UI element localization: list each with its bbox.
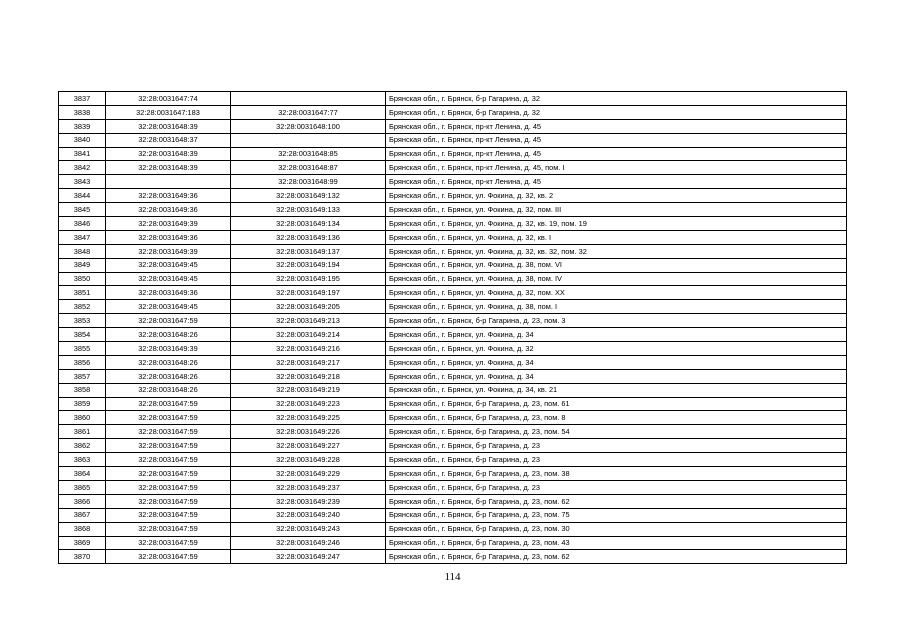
address-cell: Брянская обл., г. Брянск, б-р Гагарина, д. 23, пом. 30 <box>386 522 847 536</box>
row-number-cell: 3850 <box>59 272 106 286</box>
object-cadastral-number-cell: 32:28:0031649:225 <box>231 411 386 425</box>
table-row <box>59 175 847 189</box>
cadastral-number-cell: 32:28:0031649:45 <box>106 272 231 286</box>
table-row <box>59 425 847 439</box>
object-cadastral-number-cell: 32:28:0031648:99 <box>231 175 386 189</box>
address-cell: Брянская обл., г. Брянск, ул. Фокина, д. 32, кв. 2 <box>386 189 847 203</box>
table-row <box>59 300 847 314</box>
row-number-cell: 3864 <box>59 467 106 481</box>
cadastral-number-cell: 32:28:0031647:59 <box>106 522 231 536</box>
row-number-cell: 3848 <box>59 244 106 258</box>
table-row <box>59 383 847 397</box>
object-cadastral-number-cell: 32:28:0031648:87 <box>231 161 386 175</box>
cadastral-number-cell: 32:28:0031649:39 <box>106 244 231 258</box>
object-cadastral-number-cell: 32:28:0031649:226 <box>231 425 386 439</box>
address-cell: Брянская обл., г. Брянск, ул. Фокина, д. 38, пом. IV <box>386 272 847 286</box>
address-cell: Брянская обл., г. Брянск, ул. Фокина, д. 32, кв. 19, пом. 19 <box>386 217 847 231</box>
row-number-cell: 3837 <box>59 92 106 106</box>
cadastral-registry-table <box>58 91 847 564</box>
row-number-cell: 3868 <box>59 522 106 536</box>
table-row <box>59 147 847 161</box>
cadastral-number-cell: 32:28:0031647:59 <box>106 314 231 328</box>
object-cadastral-number-cell: 32:28:0031649:217 <box>231 355 386 369</box>
address-cell: Брянская обл., г. Брянск, ул. Фокина, д. 38, пом. VI <box>386 258 847 272</box>
table-body <box>59 92 847 564</box>
cadastral-number-cell: 32:28:0031648:39 <box>106 161 231 175</box>
row-number-cell: 3841 <box>59 147 106 161</box>
address-cell: Брянская обл., г. Брянск, ул. Фокина, д. 34, кв. 21 <box>386 383 847 397</box>
row-number-cell: 3869 <box>59 536 106 550</box>
address-cell: Брянская обл., г. Брянск, пр-кт Ленина, д. 45, пом. I <box>386 161 847 175</box>
table-row <box>59 230 847 244</box>
table-row <box>59 397 847 411</box>
address-cell: Брянская обл., г. Брянск, б-р Гагарина, д. 23 <box>386 480 847 494</box>
page-number: 114 <box>444 571 461 583</box>
row-number-cell: 3855 <box>59 342 106 356</box>
table-row <box>59 286 847 300</box>
row-number-cell: 3854 <box>59 328 106 342</box>
object-cadastral-number-cell: 32:28:0031649:237 <box>231 480 386 494</box>
address-cell: Брянская обл., г. Брянск, б-р Гагарина, д. 23 <box>386 453 847 467</box>
cadastral-number-cell: 32:28:0031649:39 <box>106 217 231 231</box>
table-row <box>59 369 847 383</box>
address-cell: Брянская обл., г. Брянск, б-р Гагарина, д. 23, пом. 62 <box>386 550 847 564</box>
table-row <box>59 328 847 342</box>
address-cell: Брянская обл., г. Брянск, ул. Фокина, д. 32 <box>386 342 847 356</box>
table-row <box>59 133 847 147</box>
row-number-cell: 3851 <box>59 286 106 300</box>
cadastral-number-cell: 32:28:0031647:59 <box>106 536 231 550</box>
row-number-cell: 3840 <box>59 133 106 147</box>
row-number-cell: 3852 <box>59 300 106 314</box>
table-row <box>59 522 847 536</box>
cadastral-number-cell: 32:28:0031649:36 <box>106 230 231 244</box>
row-number-cell: 3858 <box>59 383 106 397</box>
address-cell: Брянская обл., г. Брянск, б-р Гагарина, д. 32 <box>386 105 847 119</box>
cadastral-number-cell: 32:28:0031647:59 <box>106 550 231 564</box>
object-cadastral-number-cell: 32:28:0031649:136 <box>231 230 386 244</box>
row-number-cell: 3859 <box>59 397 106 411</box>
table-row <box>59 203 847 217</box>
table-row <box>59 439 847 453</box>
object-cadastral-number-cell: 32:28:0031649:239 <box>231 494 386 508</box>
object-cadastral-number-cell: 32:28:0031649:137 <box>231 244 386 258</box>
row-number-cell: 3842 <box>59 161 106 175</box>
table-row <box>59 258 847 272</box>
cadastral-number-cell: 32:28:0031647:59 <box>106 397 231 411</box>
cadastral-number-cell: 32:28:0031649:45 <box>106 258 231 272</box>
row-number-cell: 3865 <box>59 480 106 494</box>
table-row <box>59 189 847 203</box>
object-cadastral-number-cell: 32:28:0031649:227 <box>231 439 386 453</box>
address-cell: Брянская обл., г. Брянск, б-р Гагарина, д. 23, пом. 62 <box>386 494 847 508</box>
address-cell: Брянская обл., г. Брянск, ул. Фокина, д. 34 <box>386 328 847 342</box>
address-cell: Брянская обл., г. Брянск, ул. Фокина, д. 38, пом. I <box>386 300 847 314</box>
address-cell: Брянская обл., г. Брянск, ул. Фокина, д. 32, пом. XX <box>386 286 847 300</box>
table-row <box>59 217 847 231</box>
cadastral-number-cell: 32:28:0031647:59 <box>106 411 231 425</box>
object-cadastral-number-cell: 32:28:0031649:132 <box>231 189 386 203</box>
cadastral-number-cell: 32:28:0031648:39 <box>106 119 231 133</box>
address-cell: Брянская обл., г. Брянск, ул. Фокина, д. 34 <box>386 355 847 369</box>
cadastral-number-cell <box>106 175 231 189</box>
row-number-cell: 3860 <box>59 411 106 425</box>
cadastral-number-cell: 32:28:0031647:74 <box>106 92 231 106</box>
cadastral-number-cell: 32:28:0031647:59 <box>106 480 231 494</box>
cadastral-number-cell: 32:28:0031647:59 <box>106 467 231 481</box>
address-cell: Брянская обл., г. Брянск, пр-кт Ленина, д. 45 <box>386 119 847 133</box>
cadastral-number-cell: 32:28:0031647:59 <box>106 425 231 439</box>
table-row <box>59 342 847 356</box>
row-number-cell: 3846 <box>59 217 106 231</box>
table-row <box>59 453 847 467</box>
table-row <box>59 119 847 133</box>
object-cadastral-number-cell: 32:28:0031649:205 <box>231 300 386 314</box>
address-cell: Брянская обл., г. Брянск, б-р Гагарина, д. 23, пом. 54 <box>386 425 847 439</box>
row-number-cell: 3867 <box>59 508 106 522</box>
address-cell: Брянская обл., г. Брянск, б-р Гагарина, д. 32 <box>386 92 847 106</box>
table-row <box>59 272 847 286</box>
object-cadastral-number-cell: 32:28:0031649:218 <box>231 369 386 383</box>
object-cadastral-number-cell: 32:28:0031649:246 <box>231 536 386 550</box>
object-cadastral-number-cell: 32:28:0031648:100 <box>231 119 386 133</box>
table-row <box>59 480 847 494</box>
cadastral-number-cell: 32:28:0031648:37 <box>106 133 231 147</box>
row-number-cell: 3857 <box>59 369 106 383</box>
cadastral-number-cell: 32:28:0031648:26 <box>106 369 231 383</box>
table-row <box>59 244 847 258</box>
object-cadastral-number-cell <box>231 133 386 147</box>
object-cadastral-number-cell: 32:28:0031649:228 <box>231 453 386 467</box>
cadastral-number-cell: 32:28:0031647:59 <box>106 508 231 522</box>
table-row <box>59 467 847 481</box>
object-cadastral-number-cell: 32:28:0031647:77 <box>231 105 386 119</box>
row-number-cell: 3856 <box>59 355 106 369</box>
object-cadastral-number-cell: 32:28:0031649:229 <box>231 467 386 481</box>
address-cell: Брянская обл., г. Брянск, б-р Гагарина, д. 23, пом. 3 <box>386 314 847 328</box>
row-number-cell: 3870 <box>59 550 106 564</box>
row-number-cell: 3849 <box>59 258 106 272</box>
row-number-cell: 3863 <box>59 453 106 467</box>
row-number-cell: 3845 <box>59 203 106 217</box>
table-row <box>59 508 847 522</box>
cadastral-number-cell: 32:28:0031648:26 <box>106 328 231 342</box>
cadastral-number-cell: 32:28:0031647:59 <box>106 494 231 508</box>
object-cadastral-number-cell: 32:28:0031648:85 <box>231 147 386 161</box>
address-cell: Брянская обл., г. Брянск, ул. Фокина, д. 32, пом. III <box>386 203 847 217</box>
row-number-cell: 3844 <box>59 189 106 203</box>
address-cell: Брянская обл., г. Брянск, б-р Гагарина, д. 23, пом. 38 <box>386 467 847 481</box>
object-cadastral-number-cell: 32:28:0031649:247 <box>231 550 386 564</box>
address-cell: Брянская обл., г. Брянск, б-р Гагарина, д. 23, пом. 43 <box>386 536 847 550</box>
row-number-cell: 3861 <box>59 425 106 439</box>
cadastral-number-cell: 32:28:0031647:183 <box>106 105 231 119</box>
cadastral-number-cell: 32:28:0031649:36 <box>106 189 231 203</box>
table-row <box>59 314 847 328</box>
row-number-cell: 3838 <box>59 105 106 119</box>
row-number-cell: 3839 <box>59 119 106 133</box>
table-row <box>59 494 847 508</box>
object-cadastral-number-cell: 32:28:0031649:134 <box>231 217 386 231</box>
table-row <box>59 536 847 550</box>
object-cadastral-number-cell: 32:28:0031649:216 <box>231 342 386 356</box>
object-cadastral-number-cell: 32:28:0031649:195 <box>231 272 386 286</box>
address-cell: Брянская обл., г. Брянск, пр-кт Ленина, д. 45 <box>386 175 847 189</box>
address-cell: Брянская обл., г. Брянск, ул. Фокина, д. 32, кв. I <box>386 230 847 244</box>
cadastral-number-cell: 32:28:0031649:45 <box>106 300 231 314</box>
cadastral-number-cell: 32:28:0031649:36 <box>106 286 231 300</box>
object-cadastral-number-cell: 32:28:0031649:214 <box>231 328 386 342</box>
row-number-cell: 3853 <box>59 314 106 328</box>
table-row <box>59 92 847 106</box>
address-cell: Брянская обл., г. Брянск, б-р Гагарина, д. 23, пом. 8 <box>386 411 847 425</box>
table-row <box>59 161 847 175</box>
object-cadastral-number-cell: 32:28:0031649:194 <box>231 258 386 272</box>
row-number-cell: 3862 <box>59 439 106 453</box>
row-number-cell: 3847 <box>59 230 106 244</box>
address-cell: Брянская обл., г. Брянск, б-р Гагарина, д. 23, пом. 61 <box>386 397 847 411</box>
row-number-cell: 3866 <box>59 494 106 508</box>
object-cadastral-number-cell: 32:28:0031649:219 <box>231 383 386 397</box>
row-number-cell: 3843 <box>59 175 106 189</box>
object-cadastral-number-cell: 32:28:0031649:197 <box>231 286 386 300</box>
object-cadastral-number-cell <box>231 92 386 106</box>
table-row <box>59 550 847 564</box>
address-cell: Брянская обл., г. Брянск, пр-кт Ленина, д. 45 <box>386 133 847 147</box>
object-cadastral-number-cell: 32:28:0031649:223 <box>231 397 386 411</box>
table-row <box>59 105 847 119</box>
address-cell: Брянская обл., г. Брянск, ул. Фокина, д. 32, кв. 32, пом. 32 <box>386 244 847 258</box>
cadastral-number-cell: 32:28:0031647:59 <box>106 439 231 453</box>
cadastral-number-cell: 32:28:0031649:36 <box>106 203 231 217</box>
object-cadastral-number-cell: 32:28:0031649:243 <box>231 522 386 536</box>
cadastral-number-cell: 32:28:0031647:59 <box>106 453 231 467</box>
cadastral-number-cell: 32:28:0031648:26 <box>106 383 231 397</box>
address-cell: Брянская обл., г. Брянск, б-р Гагарина, д. 23, пом. 75 <box>386 508 847 522</box>
object-cadastral-number-cell: 32:28:0031649:213 <box>231 314 386 328</box>
cadastral-number-cell: 32:28:0031649:39 <box>106 342 231 356</box>
object-cadastral-number-cell: 32:28:0031649:240 <box>231 508 386 522</box>
cadastral-number-cell: 32:28:0031648:39 <box>106 147 231 161</box>
table-row <box>59 411 847 425</box>
object-cadastral-number-cell: 32:28:0031649:133 <box>231 203 386 217</box>
address-cell: Брянская обл., г. Брянск, пр-кт Ленина, д. 45 <box>386 147 847 161</box>
address-cell: Брянская обл., г. Брянск, б-р Гагарина, д. 23 <box>386 439 847 453</box>
address-cell: Брянская обл., г. Брянск, ул. Фокина, д. 34 <box>386 369 847 383</box>
table-row <box>59 355 847 369</box>
cadastral-number-cell: 32:28:0031648:26 <box>106 355 231 369</box>
